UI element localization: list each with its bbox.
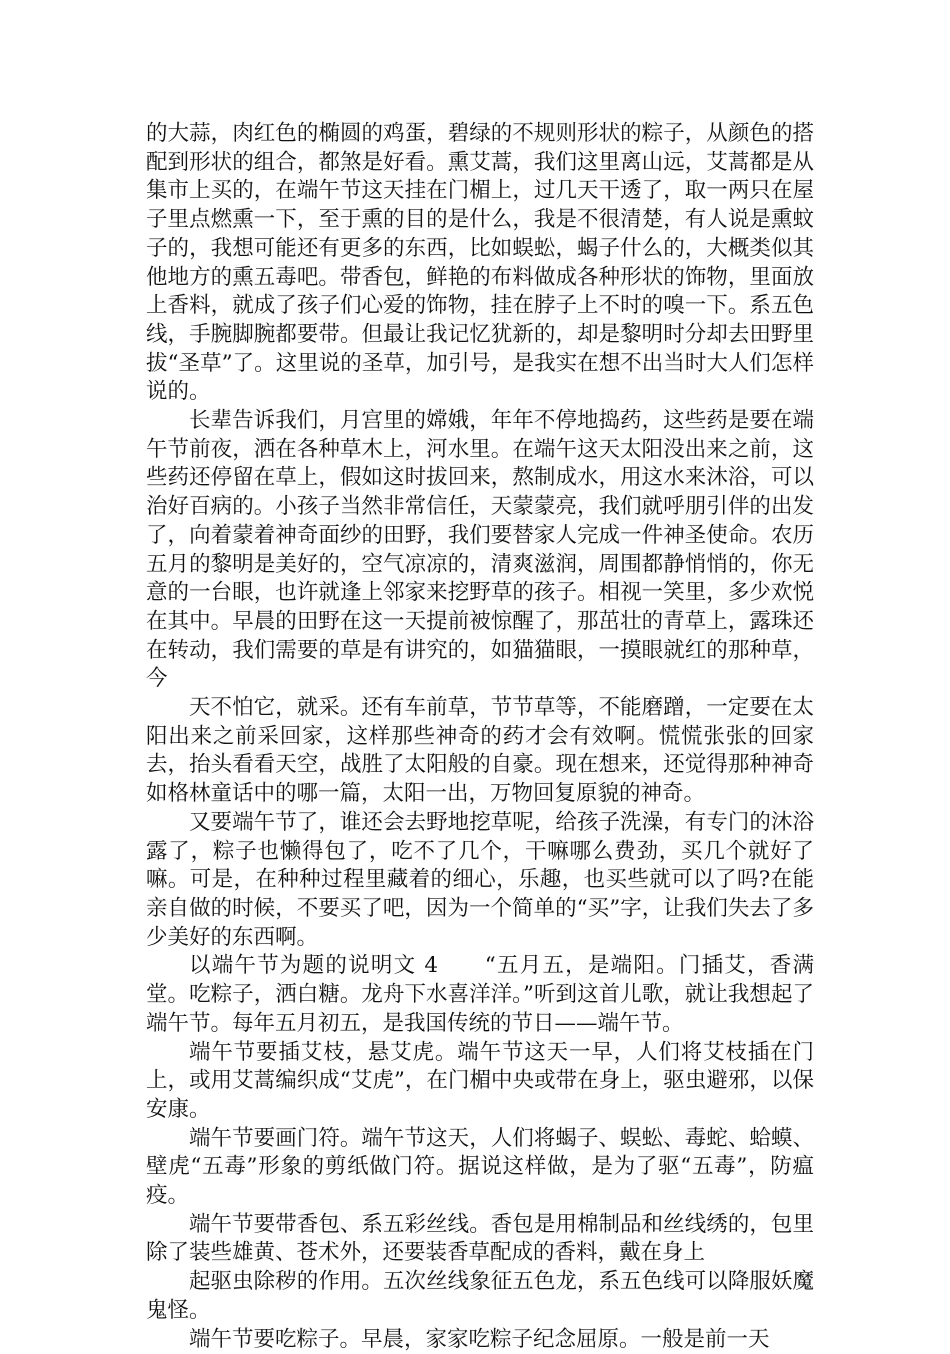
document-page (146, 120, 814, 1354)
paragraph-10: 端午节要吃粽子。早晨，家家吃粽子纪念屈原。一般是前一天 (189, 1326, 770, 1352)
paragraph-3: 天不怕它，就采。还有车前草，节节草等，不能磨蹭，一定要在太阳出来之前采回家，这样那些神奇的药才会有效啊。慌慌张张的回家去，抬头看看天空，战胜了太阳般的自豪。现在想来，还觉得那种神奇如格林童话中的哪一篇，太阳一出，万物回复原貌的神奇。 (146, 695, 814, 807)
paragraph-8: 端午节要带香包、系五彩丝线。香包是用棉制品和丝线绣的，包里除了装些雄黄、苍术外，还要装香草配成的香料，戴在身上 (146, 1211, 814, 1266)
paragraph-5: 以端午节为题的说明文 4 “五月五，是端阳。门插艾，香满堂。吃粽子，洒白糖。龙舟下水喜洋洋。”听到这首儿歌，就让我想起了端午节。每年五月初五，是我国传统的节日——端午节。 (146, 953, 814, 1036)
paragraph-7: 端午节要画门符。端午节这天，人们将蝎子、蜈蚣、毒蛇、蛤蟆、壁虎“五毒”形象的剪纸做门符。据说这样做，是为了驱“五毒”，防瘟疫。 (146, 1125, 814, 1209)
paragraph-4: 又要端午节了，谁还会去野地挖草呢，给孩子洗澡，有专门的沐浴露了，粽子也懒得包了，吃不了几个，干嘛哪么费劲，买几个就好了嘛。可是，在种种过程里藏着的细心，乐趣，也买些就可以了吗?在能亲自做的时候，不要买了吧，因为一个简单的“买”字，让我们失去了多少美好的东西啊。 (146, 809, 814, 950)
paragraph-6: 端午节要插艾枝，悬艾虎。端午节这天一早，人们将艾枝插在门上，或用艾蒿编织成“艾虎”，在门楣中央或带在身上，驱虫避邪，以保安康。 (146, 1039, 814, 1122)
paragraph-1: 的大蒜，肉红色的椭圆的鸡蛋，碧绿的不规则形状的粽子，从颜色的搭配到形状的组合，都煞是好看。熏艾蒿，我们这里离山远，艾蒿都是从集市上买的，在端午节这天挂在门楣上，过几天干透了，取一两只在屋子里点燃熏一下，至于熏的目的是什么，我是不很清楚，有人说是熏蚊子的，我想可能还有更多的东西，比如蜈蚣，蝎子什么的，大概类似其他地方的熏五毒吧。带香包，鲜艳的布料做成各种形状的饰物，里面放上香料，就成了孩子们心爱的饰物，挂在脖子上不时的嗅一下。系五色线，手腕脚腕都要带。但最让我记忆犹新的，却是黎明时分却去田野里拔“圣草”了。这里说的圣草，加引号，是我实在想不出当时大人们怎样说的。 (146, 121, 814, 405)
paragraph-9: 起驱虫除秽的作用。五次丝线象征五色龙，系五色线可以降服妖魔鬼怪。 (146, 1269, 814, 1323)
paragraph-2: 长辈告诉我们，月宫里的嫦娥，年年不停地捣药，这些药是要在端午节前夜，洒在各种草木上，河水里。在端午这天太阳没出来之前，这些药还停留在草上，假如这时拔回来，熬制成水，用这水来沐浴，可以治好百病的。小孩子当然非常信任，天蒙蒙亮，我们就呼朋引伴的出发了，向着蒙着神奇面纱的田野，我们要替家人完成一件神圣使命。农历五月的黎明是美好的，空气凉凉的，清爽滋润，周围都静悄悄的，你无意的一台眼，也许就逢上邻家来挖野草的孩子。相视一笑里，多少欢悦在其中。早晨的田野在这一天提前被惊醒了，那茁壮的青草上，露珠还在转动，我们需要的草是有讲究的，如猫猫眼，一摸眼就红的那种草，今 (146, 408, 814, 692)
